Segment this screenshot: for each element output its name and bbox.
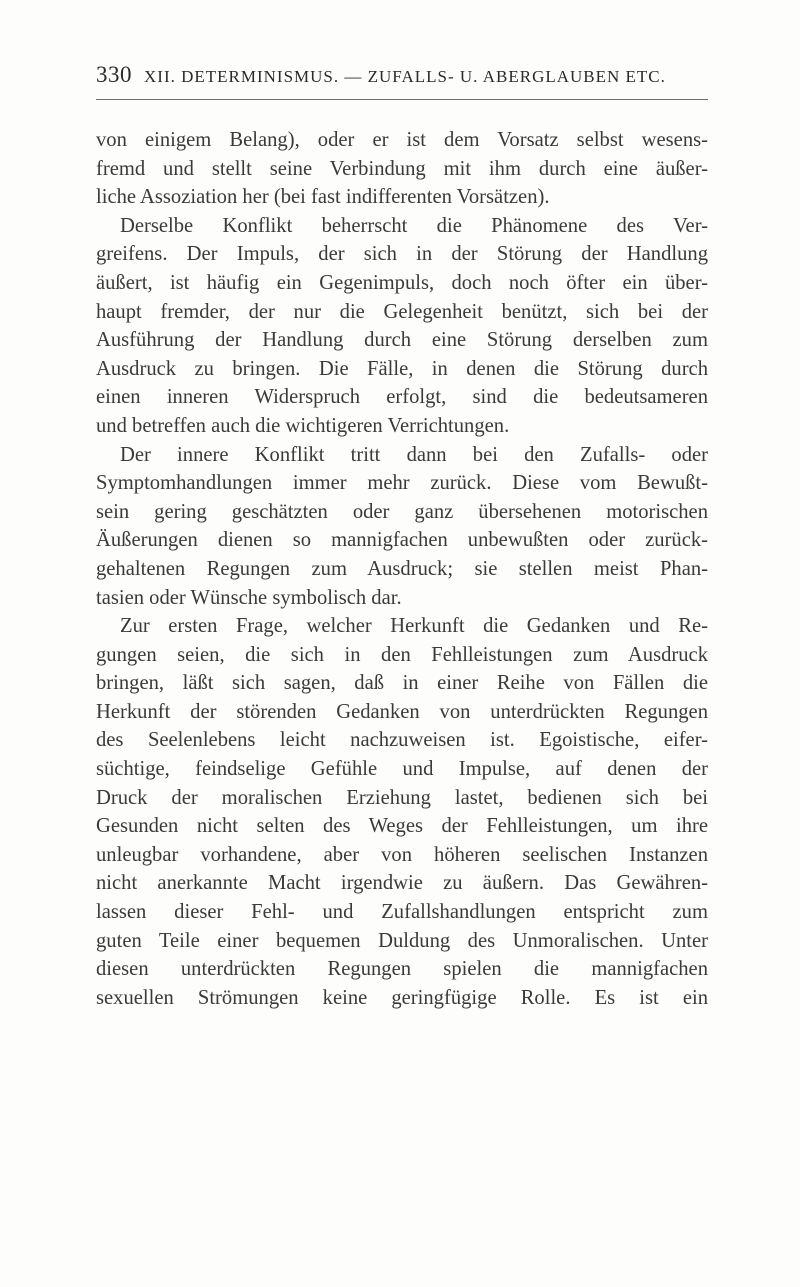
page-header <box>96 62 706 88</box>
text-line: bringen, läßt sich sagen, daß in einer Reihe von Fällen die <box>96 672 708 695</box>
text-line: unleugbar vorhandene, aber von höheren seelischen Instanzen <box>96 843 708 866</box>
text-line: Druck der moralischen Erziehung lastet, bedienen sich bei <box>96 786 708 809</box>
text-line: sexuellen Strömungen keine geringfügige Rolle. Es ist ein <box>96 986 708 1009</box>
text-line: von einigem Belang), oder er ist dem Vorsatz selbst wesens- <box>96 129 708 151</box>
text-line: Herkunft der störenden Gedanken von unterdrückten Regungen <box>96 700 708 723</box>
text-line: fremd und stellt seine Verbindung mit ihm durch eine äußer- <box>96 157 708 180</box>
body-text <box>96 126 708 1012</box>
text-line: lassen dieser Fehl- und Zufallshandlungen entspricht zum <box>96 901 708 924</box>
text-line: sein gering geschätzten oder ganz übersehenen motorischen <box>96 500 708 523</box>
text-line: gungen seien, die sich in den Fehlleistungen zum Ausdruck <box>96 643 708 666</box>
text-line: Ausdruck zu bringen. Die Fälle, in denen die Störung durch <box>96 357 708 380</box>
text-line: tasien oder Wünsche symbolisch dar. <box>96 586 402 609</box>
text-line: Ausführung der Handlung durch eine Störung derselben zum <box>96 329 708 352</box>
page-number: 330 <box>96 62 132 87</box>
text-line: diesen unterdrückten Regungen spielen die mannigfachen <box>96 958 708 981</box>
text-line: süchtige, feindselige Gefühle und Impulse, auf denen der <box>96 758 708 781</box>
text-line: Äußerungen dienen so mannigfachen unbewußten oder zurück- <box>96 529 708 552</box>
text-line: haupt fremder, der nur die Gelegenheit benützt, sich bei der <box>96 300 708 323</box>
text-line: äußert, ist häufig ein Gegenimpuls, doch noch öfter ein über- <box>96 271 708 294</box>
text-line: guten Teile einer bequemen Duldung des Unmoralischen. Unter <box>96 929 708 952</box>
text-line: Der innere Konflikt tritt dann bei den Zufalls- oder <box>120 443 708 466</box>
text-line: Derselbe Konflikt beherrscht die Phänomene des Ver- <box>120 214 708 237</box>
text-line: liche Assoziation her (bei fast indifferenten Vorsätzen). <box>96 186 550 209</box>
text-line: des Seelenlebens leicht nachzuweisen ist. Egoistische, eifer- <box>96 729 708 752</box>
text-line: Zur ersten Frage, welcher Herkunft die Gedanken und Re- <box>120 615 708 638</box>
text-line: Gesunden nicht selten des Weges der Fehlleistungen, um ihre <box>96 815 708 838</box>
text-line: Symptomhandlungen immer mehr zurück. Diese vom Bewußt- <box>96 472 708 495</box>
text-line: greifens. Der Impuls, der sich in der Störung der Handlung <box>96 243 708 266</box>
text-line: einen inneren Widerspruch erfolgt, sind die bedeutsameren <box>96 386 708 409</box>
running-head: XII. DETERMINISMUS. — ZUFALLS- U. ABERGLAUBEN ETC. <box>144 67 666 86</box>
text-line: gehaltenen Regungen zum Ausdruck; sie stellen meist Phan- <box>96 557 708 580</box>
text-line: und betreffen auch die wichtigeren Verrichtungen. <box>96 414 510 437</box>
text-line: nicht anerkannte Macht irgendwie zu äußern. Das Gewähren- <box>96 872 708 895</box>
header-rule <box>96 99 708 100</box>
